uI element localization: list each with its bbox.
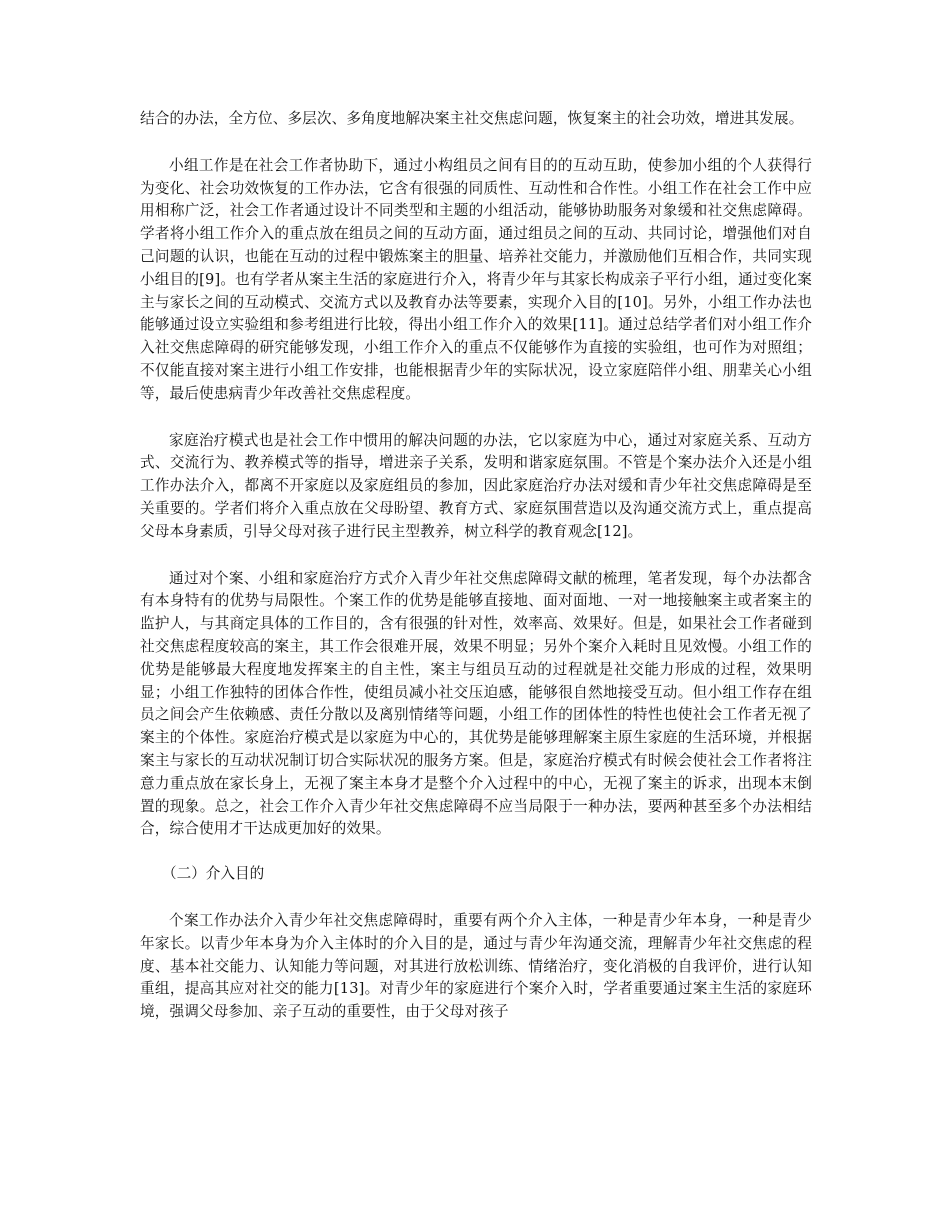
document-page: [140, 108, 812, 1024]
section-heading: （二）介入目的: [162, 865, 265, 883]
paragraph-continuation: 结合的办法，全方位、多层次、多角度地解决案主社交焦虑问题，恢复案主的社会功效，增进其发展。: [140, 110, 804, 127]
paragraph-group-work: 小组工作是在社会工作者协助下，通过小构组员之间有目的的互动互助，使参加小组的个人获得行为变化、社会功效恢复的工作办法，它含有很强的同质性、互动性和合作性。小组工作在社会工作中应用相称广泛，社会工作者通过设计不同类型和主题的小组活动，能够协助服务对象缓和社交焦虑障碍。学者将小组工作介入的重点放在组员之间的互动方面，通过组员之间的互动、共同讨论，增强他们对自己问题的认识，也能在互动的过程中锻炼案主的胆量、培养社交能力，并激励他们互相合作，共同实现小组目的[9]。也有学者从案主生活的家庭进行介入，将青少年与其家长构成亲子平行小组，通过变化案主与家长之间的互动模式、交流方式以及教育办法等要素，实现介入目的[10]。另外，小组工作办法也能够通过设立实验组和参考组进行比较，得出小组工作介入的效果[11]。通过总结学者们对小组工作介入社交焦虑障碍的研究能够发现，小组工作介入的重点不仅能够作为直接的实验组，也可作为对照组；不仅能直接对案主进行小组工作安排，也能根据青少年的实际状况，设立家庭陪伴小组、朋辈关心小组等，最后使患病青少年改善社交焦虑程度。: [140, 156, 812, 402]
paragraph-family-therapy: 家庭治疗模式也是社会工作中惯用的解决问题的办法，它以家庭为中心，通过对家庭关系、互动方式、交流行为、教养模式等的指导，增进亲子关系，发明和谐家庭氛围。不管是个案办法介入还是小组工作办法介入，都离不开家庭以及家庭组员的参加，因此家庭治疗办法对缓和青少年社交焦虑障碍是至关重要的。学者们将介入重点放在父母盼望、教育方式、家庭氛围营造以及沟通交流方式上，重点提高父母本身素质，引导父母对孩子进行民主型教养，树立科学的教育观念[12]。: [140, 431, 812, 540]
paragraph-intervention-goals: 个案工作办法介入青少年社交焦虑障碍时，重要有两个介入主体，一种是青少年本身，一种是青少年家长。以青少年本身为介入主体时的介入目的是，通过与青少年沟通交流，理解青少年社交焦虑的程度、基本社交能力、认知能力等问题，对其进行放松训练、情绪治疗，变化消极的自我评价，进行认知重组，提高其应对社交的能力[13]。对青少年的家庭进行个案介入时，学者重要通过案主生活的家庭环境，强调父母参加、亲子互动的重要性，由于父母对孩子: [140, 911, 812, 1021]
paragraph-comparison: 通过对个案、小组和家庭治疗方式介入青少年社交焦虑障碍文献的梳理，笔者发现，每个办法都含有本身特有的优势与局限性。个案工作的优势是能够直接地、面对面地、一对一地接触案主或者案主的监护人，与其商定具体的工作目的，含有很强的针对性，效率高、效果好。但是，如果社会工作者碰到社交焦虑程度较高的案主，其工作会很难开展，效果不明显；另外个案介入耗时且见效慢。小组工作的优势是能够最大程度地发挥案主的自主性，案主与组员互动的过程就是社交能力形成的过程，效果明显；小组工作独特的团体合作性，使组员减小社交压迫感，能够很自然地接受互动。但小组工作存在组员之间会产生依赖感、责任分散以及离别情绪等问题，小组工作的团体性的特性也使社会工作者无视了案主的个体性。家庭治疗模式是以家庭为中心的，其优势是能够理解案主原生家庭的生活环境，并根据案主与家长的互动状况制订切合实际状况的服务方案。但是，家庭治疗模式有时候会使社会工作者将注意力重点放在家长身上，无视了案主本身才是整个介入过程中的中心，无视了案主的诉求，出现本末倒置的现象。总之，社会工作介入青少年社交焦虑障碍不应当局限于一种办法，要两种甚至多个办法相结合，综合使用才干达成更加好的效果。: [140, 569, 812, 838]
